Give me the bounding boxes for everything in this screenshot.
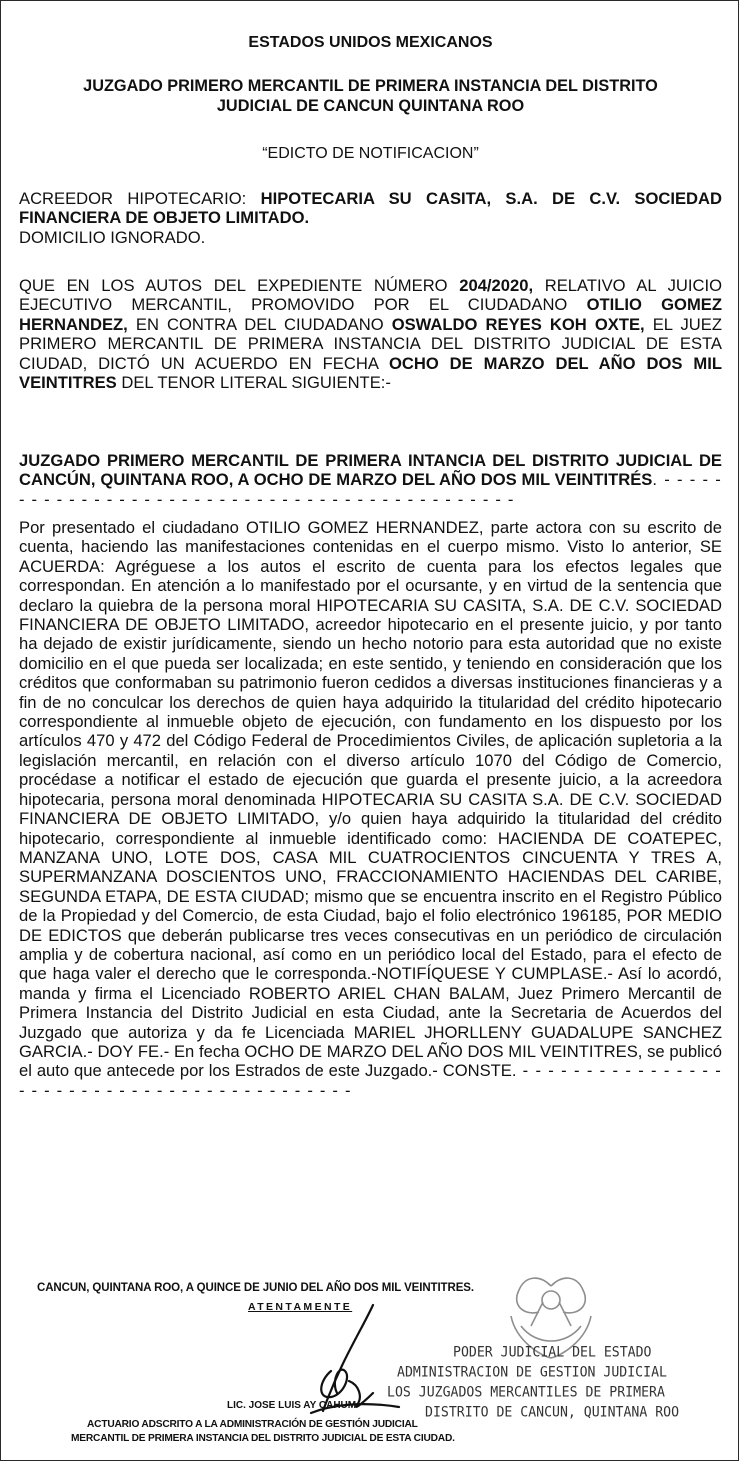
resolution-heading: [19, 451, 722, 509]
intro-text-1: QUE EN LOS AUTOS DEL EXPEDIENTE NÚMERO: [19, 276, 460, 295]
closing-salutation: ATENTAMENTE: [248, 1301, 353, 1313]
resolution-body: [19, 518, 722, 1100]
addressee-label: ACREEDOR HIPOTECARIO:: [19, 189, 261, 208]
intro-text-2: RELATIVO AL JUICIO EJECUTIVO MERCANTIL, PROMOVIDO POR EL CIUDADANO: [19, 276, 722, 315]
defendant-name: OSWALDO REYES KOH OXTE,: [391, 314, 645, 334]
court-heading-line1: JUZGADO PRIMERO MERCANTIL DE PRIMERA INSTANCIA DEL DISTRITO: [83, 77, 658, 95]
stamp-line1: PODER JUDICIAL DEL ESTADO: [453, 1345, 652, 1361]
court-heading-line2: JUDICIAL DE CANCUN QUINTANA ROO: [216, 96, 525, 115]
intro-text-3: EN CONTRA DEL CIUDADANO: [127, 314, 392, 334]
resolution-heading-text: JUZGADO PRIMERO MERCANTIL DE PRIMERA INTANCIA DEL DISTRITO JUDICIAL DE CANCÚN, QUINTANA ROO, A OCHO DE MARZO DEL AÑO DOS MIL VEINTITRÉS: [19, 451, 722, 490]
place-date-line: CANCUN, QUINTANA ROO, A QUINCE DE JUNIO DEL AÑO DOS MIL VEINTITRES.: [37, 1282, 474, 1294]
intro-paragraph: [19, 276, 722, 392]
intro-text-4: EL JUEZ PRIMERO MERCANTIL DE PRIMERA INSTANCIA DEL DISTRITO JUDICIAL DE ESTA CIUDAD, DICTÓ UN ACUERDO EN FECHA: [19, 314, 722, 373]
stamp-line4: DISTRITO DE CANCUN, QUINTANA ROO: [425, 1405, 680, 1421]
addressee-name: HIPOTECARIA SU CASITA, S.A. DE C.V. SOCIEDAD FINANCIERA DE OBJETO LIMITADO.: [19, 189, 723, 228]
resolution-body-text: Por presentado el ciudadano OTILIO GOMEZ HERNANDEZ, parte actora con su escrito de cuenta, haciendo las manifestaciones contenidas en el cuerpo mismo. Visto lo anterior, SE ACUERDA: Agréguese a los autos el escrito de cuenta para los efectos legales que correspondan. En atención a lo manifestado por el ocursante, y en virtud de la sentencia que declaro la quiebra de la persona moral HIPOTECARIA SU CASITA, S.A. DE C.V. SOCIEDAD FINANCIERA DE OBJETO LIMITADO, acreedor hipotecario en el presente juicio, y por tanto ha dejado de existir jurídicamente, siendo un hecho notorio para esta autoridad que no existe domicilio en el que pueda ser localizada; en este sentido, y teniendo en consideración que los créditos que conformaban su patrimonio fueron cedidos a diversas instituciones financieras y a fin de no conculcar los derechos de quien haya adquirido la titularidad del crédito hipotecario correspondiente al inmueble objeto de ejecución, con fundamento en los dispuesto por los artículos 470 y 472 del Código Federal de Procedimientos Civiles, de aplicación supletoria a la legislación mercantil, en relación con el diverso artículo 1070 del Código de Comercio, procédase a notificar el estado de ejecución que guarda el presente juicio, a la acreedora hipotecaria, persona moral denominada HIPOTECARIA SU CASITA S.A. DE C.V. SOCIEDAD FINANCIERA DE OBJETO LIMITADO, y/o quien haya adquirido la titularidad del crédito hipotecario, correspondiente al inmueble identificado como: HACIENDA DE COATEPEC, MANZANA UNO, LOTE DOS, CASA MIL CUATROCIENTOS CINCUENTA Y TRES A, SUPERMANZANA DOSCIENTOS UNO, FRACCIONAMIENTO HACIENDAS DEL CARIBE, SEGUNDA ETAPA, DE ESTA CIUDAD; mismo que se encuentra inscrito en el Registro Público de la Propiedad y del Comercio, de esta Ciudad, bajo el folio electrónico 196185, POR MEDIO DE EDICTOS que deberán publicarse tres veces consecutivas en un periódico de circulación amplia y de cobertura nacional, así como en un periódico local del Estado, para el efecto de que haga valer el derecho que le corresponda.-NOTIFÍQUESE Y CUMPLASE.- Así lo acordó, manda y firma el Licenciado ROBERTO ARIEL CHAN BALAM, Juez Primero Mercantil de Primera Instancia del Distrito Judicial en esta Ciudad, ante la Secretaria de Acuerdos del Juzgado que autoriza y da fe Licenciada MARIEL JHORLLENY GUADALUPE SANCHEZ GARCIA.- DOY FE.- En fecha OCHO DE MARZO DEL AÑO DOS MIL VEINTITRES, se publicó el auto que antecede por los Estrados de este Juzgado.- CONSTE.: [19, 518, 722, 1081]
intro-text-5: DEL TENOR LITERAL SIGUIENTE:-: [116, 373, 391, 393]
signer-name: LIC. JOSE LUIS AY CAHUM: [227, 1400, 357, 1411]
plaintiff-name: OTILIO GOMEZ HERNANDEZ,: [19, 295, 722, 334]
stamp-line3: LOS JUZGADOS MERCANTILES DE PRIMERA: [387, 1385, 665, 1401]
court-stamp: [385, 1343, 715, 1423]
case-number: 204/2020,: [459, 276, 534, 295]
signer-title-line1: ACTUARIO ADSCRITO A LA ADMINISTRACIÓN DE GESTIÓN JUDICIAL: [87, 1419, 418, 1430]
addressee-domicile: DOMICILIO IGNORADO.: [19, 227, 206, 247]
resolution-date: OCHO DE MARZO DEL AÑO DOS MIL VEINTITRES: [19, 353, 722, 393]
court-heading: [19, 77, 722, 116]
addressee-block: [19, 189, 722, 247]
stamp-line2: ADMINISTRACION DE GESTION JUDICIAL: [397, 1365, 667, 1381]
resolution-body-dashes: - - - - - - - - - - - - - - - - - - - - - - - - - - - - - - - - - - - - - - - - - - -: [19, 1061, 723, 1100]
document-type-title: “EDICTO DE NOTIFICACION”: [262, 145, 479, 162]
resolution-heading-dashes: . - - - - - - - - - - - - - - - - - - - - - - - - - - - - - - - - - - - - - - - - - - - - -: [19, 470, 722, 509]
country-heading: ESTADOS UNIDOS MEXICANOS: [248, 34, 493, 51]
signer-title-line2: MERCANTIL DE PRIMERA INSTANCIA DEL DISTRITO JUDICIAL DE ESTA CIUDAD.: [71, 1433, 455, 1444]
